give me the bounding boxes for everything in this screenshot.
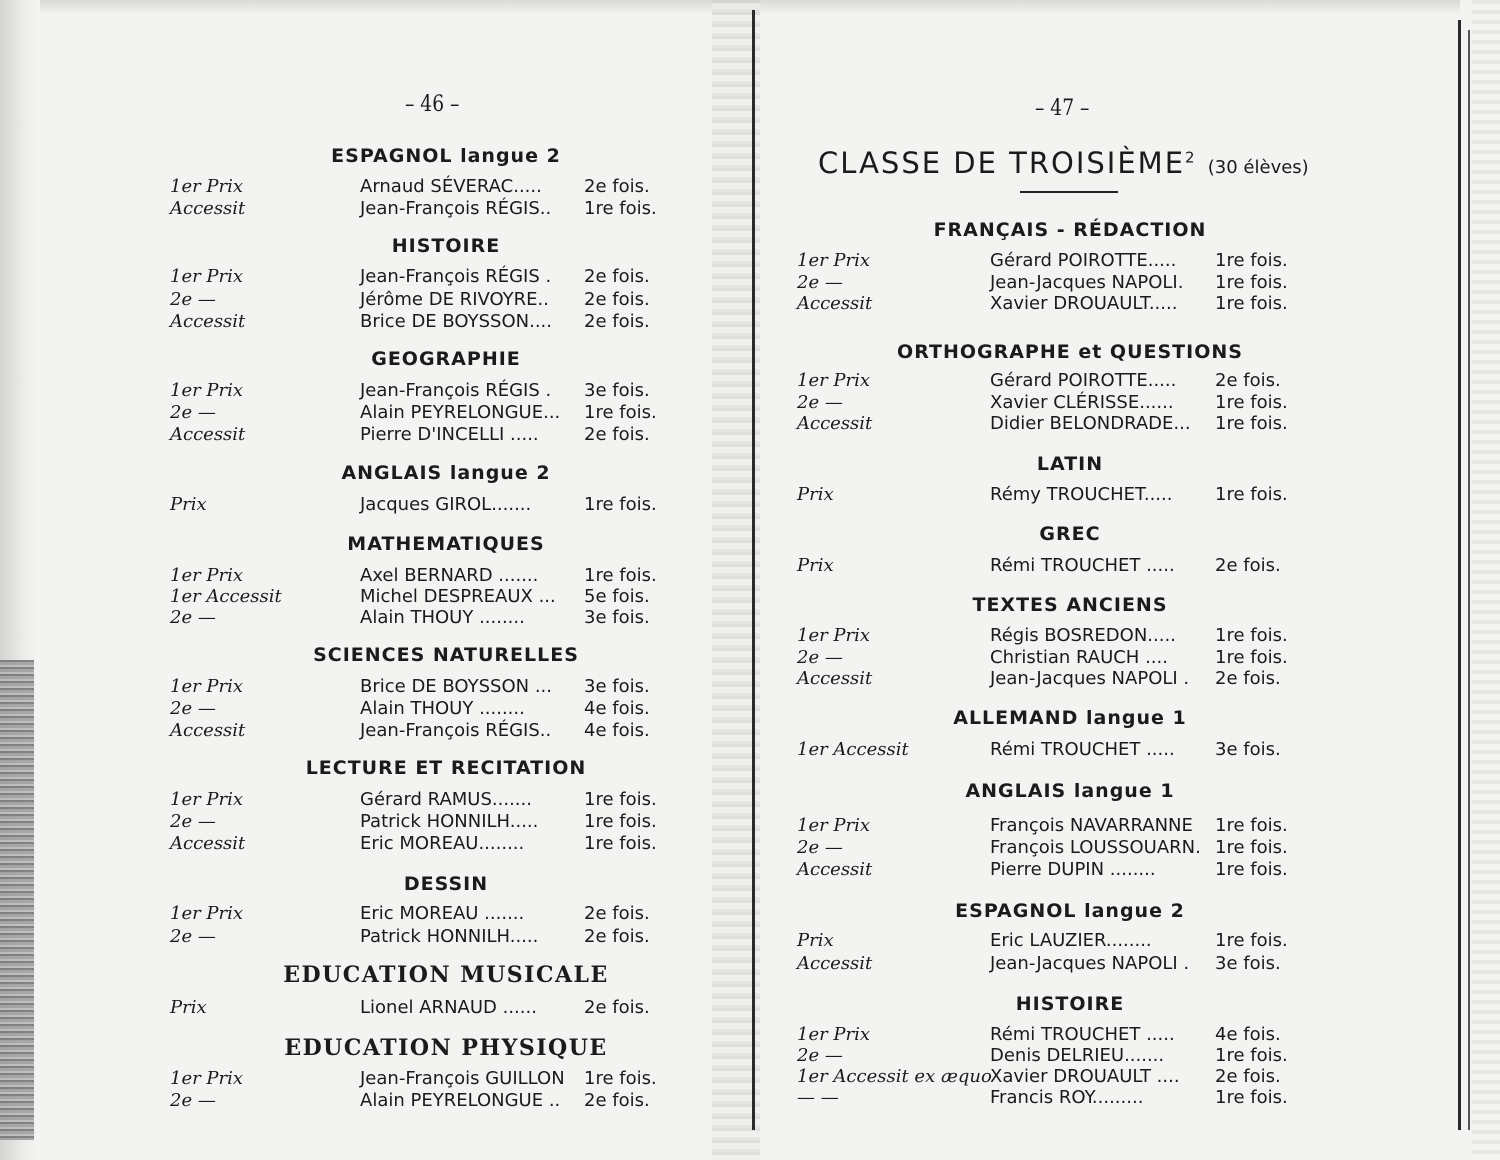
award-rank: Accessit — [170, 424, 246, 445]
student-name: Eric LAUZIER........ — [990, 930, 1152, 951]
award-rank: Accessit — [170, 311, 246, 332]
award-count: 2e fois. — [584, 311, 650, 332]
award-rank: Accessit — [170, 720, 246, 741]
award-count: 3e fois. — [584, 380, 650, 401]
section-heading: TEXTES ANCIENS — [972, 594, 1168, 616]
student-name: Jean-François GUILLON — [360, 1068, 565, 1089]
section-heading: GREC — [1039, 523, 1101, 545]
award-rank: 2e — — [797, 1045, 843, 1066]
award-rank: Prix — [170, 494, 207, 515]
award-rank: 1er Prix — [797, 815, 871, 836]
award-rank: 1er Accessit — [797, 739, 909, 760]
student-name: Jean-François RÉGIS.. — [360, 198, 552, 219]
student-name: Alain THOUY ........ — [360, 698, 525, 719]
award-rank: Accessit — [797, 413, 873, 434]
award-rank: 1er Accessit — [170, 586, 282, 607]
student-name: Francis ROY......... — [990, 1087, 1144, 1108]
page-number-left: – 46 – — [405, 92, 460, 117]
award-rank: Accessit — [170, 833, 246, 854]
award-count: 2e fois. — [1215, 668, 1281, 689]
award-count: 1re fois. — [1215, 484, 1288, 505]
award-count: 1re fois. — [1215, 250, 1288, 271]
title-underline — [1020, 191, 1118, 193]
award-rank: Accessit — [797, 859, 873, 880]
right-edge-rule — [1458, 20, 1461, 1130]
section-heading: ANGLAIS langue 2 — [341, 462, 551, 484]
award-rank: 1er Prix — [170, 380, 244, 401]
student-name: Rémi TROUCHET ..... — [990, 555, 1175, 576]
award-count: 1re fois. — [1215, 413, 1288, 434]
section-heading: ESPAGNOL langue 2 — [331, 145, 561, 167]
award-count: 1re fois. — [584, 811, 657, 832]
award-rank: 2e — — [797, 837, 843, 858]
class-title-footnote: 2 — [1185, 148, 1197, 167]
award-count: 4e fois. — [584, 698, 650, 719]
award-rank: Prix — [797, 555, 834, 576]
student-name: Jean-Jacques NAPOLI. — [990, 272, 1184, 293]
award-count: 2e fois. — [1215, 370, 1281, 391]
student-name: Pierre DUPIN ........ — [990, 859, 1156, 880]
award-rank: Prix — [170, 997, 207, 1018]
award-count: 1re fois. — [584, 402, 657, 423]
student-name: Brice DE BOYSSON.... — [360, 311, 552, 332]
award-count: 1re fois. — [1215, 647, 1288, 668]
section-heading: LATIN — [1036, 453, 1104, 475]
award-rank: 1er Prix — [170, 789, 244, 810]
award-rank: 2e — — [797, 647, 843, 668]
award-rank: Accessit — [797, 293, 873, 314]
student-name: Arnaud SÉVERAC..... — [360, 176, 542, 197]
student-name: Axel BERNARD ....... — [360, 565, 539, 586]
student-name: Xavier CLÉRISSE...... — [990, 392, 1174, 413]
award-rank: Accessit — [797, 953, 873, 974]
award-count: 3e fois. — [584, 676, 650, 697]
section-heading: HISTOIRE — [1015, 993, 1125, 1015]
award-count: 1re fois. — [584, 833, 657, 854]
student-name: Jean-François RÉGIS.. — [360, 720, 552, 741]
section-heading: ANGLAIS langue 1 — [965, 780, 1175, 802]
award-count: 2e fois. — [584, 176, 650, 197]
award-count: 2e fois. — [1215, 555, 1281, 576]
award-rank: Prix — [797, 930, 834, 951]
section-heading: EDUCATION PHYSIQUE — [284, 1035, 608, 1061]
student-name: Lionel ARNAUD ...... — [360, 997, 537, 1018]
page-number-right: – 47 – — [1035, 96, 1090, 121]
award-rank: 1er Prix — [797, 1024, 871, 1045]
award-count: 1re fois. — [1215, 1045, 1288, 1066]
section-heading: ALLEMAND langue 1 — [953, 707, 1187, 729]
award-count: 2e fois. — [584, 424, 650, 445]
student-name: Alain PEYRELONGUE... — [360, 402, 561, 423]
student-name: Patrick HONNILH..... — [360, 811, 539, 832]
award-rank: 1er Accessit ex æquo — [797, 1066, 992, 1087]
gutter-rule — [752, 10, 755, 1130]
award-count: 1re fois. — [1215, 392, 1288, 413]
student-name: François LOUSSOUARN. — [990, 837, 1201, 858]
award-count: 1re fois. — [1215, 837, 1288, 858]
award-count: 2e fois. — [584, 926, 650, 947]
award-rank: Accessit — [170, 198, 246, 219]
award-rank: 2e — — [797, 272, 843, 293]
award-count: 3e fois. — [1215, 739, 1281, 760]
award-rank: 2e — — [797, 392, 843, 413]
award-count: 1re fois. — [1215, 272, 1288, 293]
award-rank: 2e — — [170, 926, 216, 947]
section-heading: DESSIN — [403, 873, 489, 895]
award-count: 2e fois. — [584, 289, 650, 310]
award-count: 1re fois. — [1215, 859, 1288, 880]
student-name: Gérard POIROTTE..... — [990, 370, 1177, 391]
student-name: Jean-Jacques NAPOLI . — [990, 953, 1190, 974]
section-heading: GEOGRAPHIE — [371, 348, 521, 370]
award-count: 4e fois. — [584, 720, 650, 741]
section-heading: EDUCATION MUSICALE — [283, 962, 609, 988]
student-name: Jean-François RÉGIS . — [360, 266, 552, 287]
award-count: 1re fois. — [584, 565, 657, 586]
student-name: Jacques GIROL....... — [360, 494, 532, 515]
award-rank: Accessit — [797, 668, 873, 689]
student-name: Rémy TROUCHET..... — [990, 484, 1173, 505]
award-rank: 1er Prix — [797, 370, 871, 391]
award-count: 1re fois. — [584, 789, 657, 810]
award-rank: 2e — — [170, 402, 216, 423]
student-name: Patrick HONNILH..... — [360, 926, 539, 947]
award-rank: 1er Prix — [170, 903, 244, 924]
section-heading: SCIENCES NATURELLES — [313, 644, 579, 666]
award-rank: 1er Prix — [170, 176, 244, 197]
right-edge-rule-inner — [1468, 30, 1470, 1130]
class-title — [818, 146, 1309, 180]
award-count: 2e fois. — [584, 903, 650, 924]
student-name: Régis BOSREDON..... — [990, 625, 1176, 646]
award-rank: 1er Prix — [170, 1068, 244, 1089]
award-count: 5e fois. — [584, 586, 650, 607]
award-rank: 1er Prix — [170, 676, 244, 697]
award-count: 1re fois. — [1215, 930, 1288, 951]
award-count: 3e fois. — [584, 607, 650, 628]
award-rank: 2e — — [170, 698, 216, 719]
award-rank: 1er Prix — [797, 250, 871, 271]
award-rank: — — — [797, 1087, 839, 1108]
student-name: François NAVARRANNE — [990, 815, 1193, 836]
student-name: Rémi TROUCHET ..... — [990, 739, 1175, 760]
class-size: (30 élèves) — [1207, 157, 1309, 178]
award-count: 1re fois. — [584, 198, 657, 219]
award-count: 1re fois. — [1215, 293, 1288, 314]
award-count: 1re fois. — [1215, 625, 1288, 646]
award-rank: 1er Prix — [170, 266, 244, 287]
award-count: 1re fois. — [584, 494, 657, 515]
award-count: 2e fois. — [584, 1090, 650, 1111]
student-name: Alain THOUY ........ — [360, 607, 525, 628]
scan-left-shadow — [0, 660, 34, 1140]
student-name: Alain PEYRELONGUE .. — [360, 1090, 561, 1111]
student-name: Brice DE BOYSSON ... — [360, 676, 552, 697]
student-name: Jérôme DE RIVOYRE.. — [360, 289, 549, 310]
student-name: Didier BELONDRADE... — [990, 413, 1191, 434]
student-name: Gérard POIROTTE..... — [990, 250, 1177, 271]
section-heading: MATHEMATIQUES — [347, 533, 545, 555]
award-count: 2e fois. — [1215, 1066, 1281, 1087]
award-rank: 2e — — [170, 1090, 216, 1111]
student-name: Gérard RAMUS....... — [360, 789, 532, 810]
student-name: Michel DESPREAUX ... — [360, 586, 556, 607]
award-count: 1re fois. — [1215, 815, 1288, 836]
student-name: Xavier DROUAULT..... — [990, 293, 1178, 314]
award-count: 3e fois. — [1215, 953, 1281, 974]
award-count: 4e fois. — [1215, 1024, 1281, 1045]
student-name: Christian RAUCH .... — [990, 647, 1168, 668]
student-name: Jean-Jacques NAPOLI . — [990, 668, 1190, 689]
award-count: 2e fois. — [584, 997, 650, 1018]
student-name: Denis DELRIEU....... — [990, 1045, 1165, 1066]
student-name: Xavier DROUAULT .... — [990, 1066, 1180, 1087]
section-heading: FRANÇAIS - RÉDACTION — [933, 219, 1207, 241]
section-heading: ESPAGNOL langue 2 — [955, 900, 1185, 922]
award-count: 1re fois. — [1215, 1087, 1288, 1108]
student-name: Rémi TROUCHET ..... — [990, 1024, 1175, 1045]
section-heading: LECTURE ET RECITATION — [305, 757, 587, 779]
award-rank: 1er Prix — [797, 625, 871, 646]
section-heading: ORTHOGRAPHE et QUESTIONS — [897, 341, 1243, 363]
award-rank: 2e — — [170, 811, 216, 832]
award-count: 1re fois. — [584, 1068, 657, 1089]
scan-right-edge — [1472, 0, 1500, 1160]
award-rank: 2e — — [170, 289, 216, 310]
section-heading: HISTOIRE — [391, 235, 501, 257]
student-name: Eric MOREAU........ — [360, 833, 525, 854]
student-name: Jean-François RÉGIS . — [360, 380, 552, 401]
student-name: Eric MOREAU ....... — [360, 903, 525, 924]
award-rank: 2e — — [170, 607, 216, 628]
award-rank: 1er Prix — [170, 565, 244, 586]
class-title-text: CLASSE DE TROISIÈME — [818, 146, 1186, 180]
award-count: 2e fois. — [584, 266, 650, 287]
award-rank: Prix — [797, 484, 834, 505]
student-name: Pierre D'INCELLI ..... — [360, 424, 539, 445]
